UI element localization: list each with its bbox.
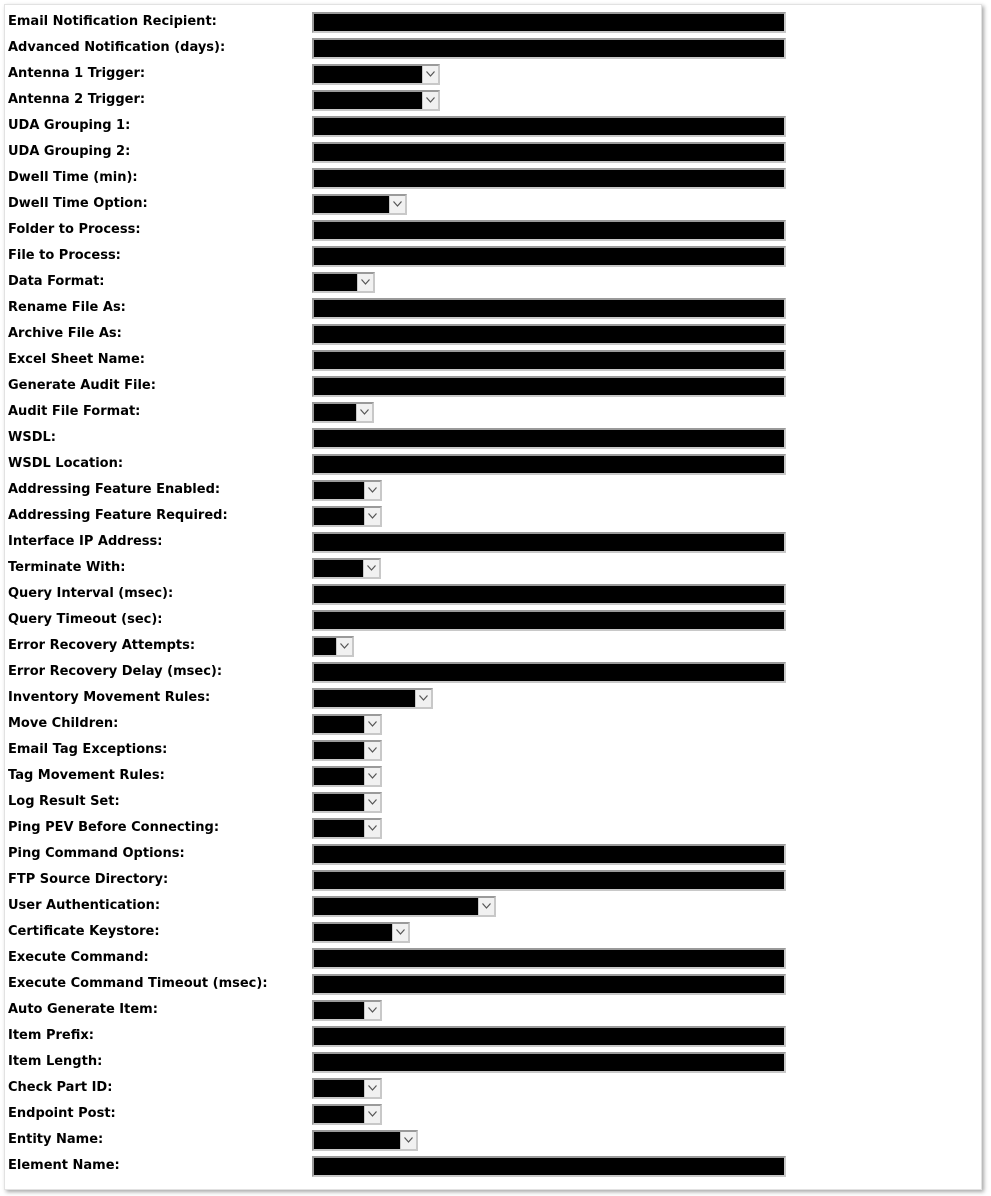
certificate-keystore-select[interactable] (312, 922, 410, 943)
interface-ip-address-input[interactable] (312, 532, 786, 553)
form-row-execute-command-timeout-msec (5, 973, 981, 995)
field-label-entity-name: Entity Name: (8, 1132, 104, 1147)
audit-file-format-select[interactable] (312, 402, 374, 423)
chevron-down-icon[interactable] (400, 1132, 416, 1149)
field-label-folder-to-process: Folder to Process: (8, 222, 141, 237)
form-row-terminate-with (5, 557, 981, 579)
field-label-addressing-feature-required: Addressing Feature Required: (8, 508, 228, 523)
excel-sheet-name-input[interactable] (312, 350, 786, 371)
field-label-ping-pev-before-connecting: Ping PEV Before Connecting: (8, 820, 220, 835)
dwell-time-min-input[interactable] (312, 168, 786, 189)
field-label-auto-generate-item: Auto Generate Item: (8, 1002, 158, 1017)
field-label-archive-file-as: Archive File As: (8, 326, 122, 341)
chevron-down-icon[interactable] (363, 560, 379, 577)
form-row-element-name (5, 1155, 981, 1177)
form-row-certificate-keystore (5, 921, 981, 943)
form-row-tag-movement-rules (5, 765, 981, 787)
chevron-down-icon[interactable] (422, 66, 438, 83)
form-row-addressing-feature-enabled (5, 479, 981, 501)
chevron-down-icon[interactable] (364, 820, 380, 837)
field-label-endpoint-post: Endpoint Post: (8, 1106, 116, 1121)
field-label-move-children: Move Children: (8, 716, 119, 731)
form-row-data-format (5, 271, 981, 293)
uda-grouping-1-input[interactable] (312, 116, 786, 137)
form-row-ping-pev-before-connecting (5, 817, 981, 839)
form-row-generate-audit-file (5, 375, 981, 397)
item-length-input[interactable] (312, 1052, 786, 1073)
tag-movement-rules-select[interactable] (312, 766, 382, 787)
form-row-item-prefix (5, 1025, 981, 1047)
ping-command-options-input[interactable] (312, 844, 786, 865)
chevron-down-icon[interactable] (389, 196, 405, 213)
field-label-antenna-2-trigger: Antenna 2 Trigger: (8, 92, 146, 107)
form-row-rename-file-as (5, 297, 981, 319)
chevron-down-icon[interactable] (336, 638, 352, 655)
form-row-ftp-source-directory (5, 869, 981, 891)
field-label-element-name: Element Name: (8, 1158, 120, 1173)
field-label-inventory-movement-rules: Inventory Movement Rules: (8, 690, 211, 705)
field-label-advanced-notification-days: Advanced Notification (days): (8, 40, 226, 55)
move-children-select[interactable] (312, 714, 382, 735)
field-label-audit-file-format: Audit File Format: (8, 404, 141, 419)
field-label-email-notification-recipient: Email Notification Recipient: (8, 14, 217, 29)
field-label-file-to-process: File to Process: (8, 248, 121, 263)
auto-generate-item-select[interactable] (312, 1000, 382, 1021)
form-row-error-recovery-attempts (5, 635, 981, 657)
chevron-down-icon[interactable] (364, 794, 380, 811)
advanced-notification-days-input[interactable] (312, 38, 786, 59)
error-recovery-attempts-select[interactable] (312, 636, 354, 657)
form-row-antenna-2-trigger (5, 89, 981, 111)
form-row-email-notification-recipient (5, 11, 981, 33)
ping-pev-before-connecting-select[interactable] (312, 818, 382, 839)
ftp-source-directory-input[interactable] (312, 870, 786, 891)
form-row-wsdl-location (5, 453, 981, 475)
field-label-ping-command-options: Ping Command Options: (8, 846, 185, 861)
field-label-dwell-time-option: Dwell Time Option: (8, 196, 148, 211)
form-row-item-length (5, 1051, 981, 1073)
query-interval-msec-input[interactable] (312, 584, 786, 605)
element-name-input[interactable] (312, 1156, 786, 1177)
form-row-dwell-time-min (5, 167, 981, 189)
field-label-execute-command-timeout-msec: Execute Command Timeout (msec): (8, 976, 268, 991)
field-label-uda-grouping-1: UDA Grouping 1: (8, 118, 131, 133)
query-timeout-sec-input[interactable] (312, 610, 786, 631)
chevron-down-icon[interactable] (422, 92, 438, 109)
form-row-archive-file-as (5, 323, 981, 345)
user-authentication-select[interactable] (312, 896, 496, 917)
field-label-data-format: Data Format: (8, 274, 105, 289)
form-row-query-timeout-sec (5, 609, 981, 631)
error-recovery-delay-msec-input[interactable] (312, 662, 786, 683)
field-label-excel-sheet-name: Excel Sheet Name: (8, 352, 145, 367)
form-row-file-to-process (5, 245, 981, 267)
form-row-antenna-1-trigger (5, 63, 981, 85)
chevron-down-icon[interactable] (364, 1106, 380, 1123)
form-row-ping-command-options (5, 843, 981, 865)
field-label-certificate-keystore: Certificate Keystore: (8, 924, 160, 939)
data-format-select[interactable] (312, 272, 375, 293)
chevron-down-icon[interactable] (364, 1080, 380, 1097)
endpoint-post-select[interactable] (312, 1104, 382, 1125)
form-row-move-children (5, 713, 981, 735)
file-to-process-input[interactable] (312, 246, 786, 267)
field-label-rename-file-as: Rename File As: (8, 300, 126, 315)
form-row-excel-sheet-name (5, 349, 981, 371)
field-label-terminate-with: Terminate With: (8, 560, 126, 575)
field-label-interface-ip-address: Interface IP Address: (8, 534, 163, 549)
chevron-down-icon[interactable] (364, 716, 380, 733)
form-row-log-result-set (5, 791, 981, 813)
form-row-dwell-time-option (5, 193, 981, 215)
chevron-down-icon[interactable] (364, 508, 380, 525)
field-label-wsdl-location: WSDL Location: (8, 456, 124, 471)
form-row-audit-file-format (5, 401, 981, 423)
uda-grouping-2-input[interactable] (312, 142, 786, 163)
chevron-down-icon[interactable] (356, 404, 372, 421)
form-row-addressing-feature-required (5, 505, 981, 527)
field-label-uda-grouping-2: UDA Grouping 2: (8, 144, 131, 159)
log-result-set-select[interactable] (312, 792, 382, 813)
form-row-error-recovery-delay-msec (5, 661, 981, 683)
chevron-down-icon[interactable] (364, 1002, 380, 1019)
settings-form (4, 4, 982, 1190)
field-label-error-recovery-attempts: Error Recovery Attempts: (8, 638, 196, 653)
email-tag-exceptions-select[interactable] (312, 740, 382, 761)
addressing-feature-required-select[interactable] (312, 506, 382, 527)
field-label-item-prefix: Item Prefix: (8, 1028, 94, 1043)
form-row-advanced-notification-days (5, 37, 981, 59)
field-label-email-tag-exceptions: Email Tag Exceptions: (8, 742, 168, 757)
form-row-inventory-movement-rules (5, 687, 981, 709)
field-label-query-timeout-sec: Query Timeout (sec): (8, 612, 163, 627)
chevron-down-icon[interactable] (415, 690, 431, 707)
chevron-down-icon[interactable] (364, 482, 380, 499)
terminate-with-select[interactable] (312, 558, 381, 579)
form-row-uda-grouping-1 (5, 115, 981, 137)
form-row-execute-command (5, 947, 981, 969)
wsdl-location-input[interactable] (312, 454, 786, 475)
field-label-dwell-time-min: Dwell Time (min): (8, 170, 138, 185)
inventory-movement-rules-select[interactable] (312, 688, 433, 709)
execute-command-input[interactable] (312, 948, 786, 969)
chevron-down-icon[interactable] (364, 768, 380, 785)
field-label-item-length: Item Length: (8, 1054, 103, 1069)
chevron-down-icon[interactable] (392, 924, 408, 941)
form-row-email-tag-exceptions (5, 739, 981, 761)
chevron-down-icon[interactable] (478, 898, 494, 915)
form-row-query-interval-msec (5, 583, 981, 605)
form-row-check-part-id (5, 1077, 981, 1099)
generate-audit-file-input[interactable] (312, 376, 786, 397)
rename-file-as-input[interactable] (312, 298, 786, 319)
field-label-execute-command: Execute Command: (8, 950, 149, 965)
antenna-1-trigger-select[interactable] (312, 64, 440, 85)
wsdl-input[interactable] (312, 428, 786, 449)
folder-to-process-input[interactable] (312, 220, 786, 241)
item-prefix-input[interactable] (312, 1026, 786, 1047)
form-row-entity-name (5, 1129, 981, 1151)
addressing-feature-enabled-select[interactable] (312, 480, 382, 501)
email-notification-recipient-input[interactable] (312, 12, 786, 33)
dwell-time-option-select[interactable] (312, 194, 407, 215)
field-label-check-part-id: Check Part ID: (8, 1080, 113, 1095)
field-label-addressing-feature-enabled: Addressing Feature Enabled: (8, 482, 221, 497)
form-row-uda-grouping-2 (5, 141, 981, 163)
field-label-generate-audit-file: Generate Audit File: (8, 378, 156, 393)
antenna-2-trigger-select[interactable] (312, 90, 440, 111)
archive-file-as-input[interactable] (312, 324, 786, 345)
form-row-interface-ip-address (5, 531, 981, 553)
entity-name-select[interactable] (312, 1130, 418, 1151)
check-part-id-select[interactable] (312, 1078, 382, 1099)
field-label-ftp-source-directory: FTP Source Directory: (8, 872, 169, 887)
chevron-down-icon[interactable] (364, 742, 380, 759)
form-row-endpoint-post (5, 1103, 981, 1125)
field-label-antenna-1-trigger: Antenna 1 Trigger: (8, 66, 146, 81)
chevron-down-icon[interactable] (357, 274, 373, 291)
field-label-tag-movement-rules: Tag Movement Rules: (8, 768, 165, 783)
form-row-folder-to-process (5, 219, 981, 241)
field-label-user-authentication: User Authentication: (8, 898, 161, 913)
form-row-auto-generate-item (5, 999, 981, 1021)
field-label-log-result-set: Log Result Set: (8, 794, 120, 809)
field-label-wsdl: WSDL: (8, 430, 56, 445)
field-label-error-recovery-delay-msec: Error Recovery Delay (msec): (8, 664, 223, 679)
execute-command-timeout-msec-input[interactable] (312, 974, 786, 995)
form-row-wsdl (5, 427, 981, 449)
form-row-user-authentication (5, 895, 981, 917)
field-label-query-interval-msec: Query Interval (msec): (8, 586, 174, 601)
